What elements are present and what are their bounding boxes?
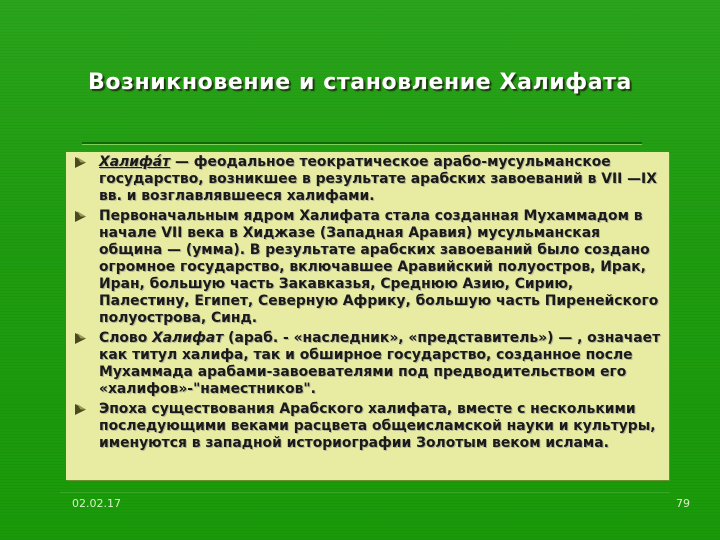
slide-title: Возникновение и становление Халифата [88, 70, 632, 95]
bullet-item-core [66, 208, 669, 327]
bullet-item-word [66, 330, 669, 398]
footer-date: 02.02.17 [72, 497, 121, 510]
arrowhead-bullet-icon [74, 333, 87, 344]
era-text: Эпоха существования Арабского халифата, вместе с несколькими последующими веками расцвета общеисламской науки и культуры, именуются в западной историографии Золотым веком ислама. [99, 401, 656, 451]
bullet-item-era [66, 401, 669, 452]
arrowhead-bullet-icon [74, 211, 87, 222]
word-text: (араб. - «наследник», «представитель») — , означает как титул халифа, так и обширное государство, созданное после Мухаммада арабами-завоевателями под предводительством его «халифов»-"наместников". [99, 330, 661, 397]
footer-divider [60, 492, 670, 493]
word-prefix: Слово [99, 330, 153, 346]
definition-text: — феодальное теократическое арабо-мусульманское государство, возникшее в результате арабских завоеваний в VII —IX вв. и возглавлявшееся халифами. [99, 154, 657, 204]
core-text: Первоначальным ядром Халифата стала созданная Мухаммадом в начале VII века в Хиджазе (Западная Аравия) мусульманская община — (умма). В результате арабских завоеваний было создано огромное государство, включавшее Аравийский полуостров, Ирак, Иран, большую часть Закавказья, Среднюю Азию, Сирию, Палестину, Египет, Северную Африку, большую часть Пиренейского полуострова, Синд. [99, 208, 659, 326]
term-khalifat: Халифа́т [99, 154, 171, 170]
arrowhead-bullet-icon [74, 404, 87, 415]
bullet-list [66, 152, 669, 452]
term-khalifat-italic: Халифат [152, 330, 224, 346]
content-box [66, 152, 669, 480]
arrowhead-bullet-icon [74, 157, 87, 168]
bullet-item-definition [66, 154, 669, 205]
slide-number: 79 [676, 497, 690, 510]
title-divider [82, 142, 642, 145]
